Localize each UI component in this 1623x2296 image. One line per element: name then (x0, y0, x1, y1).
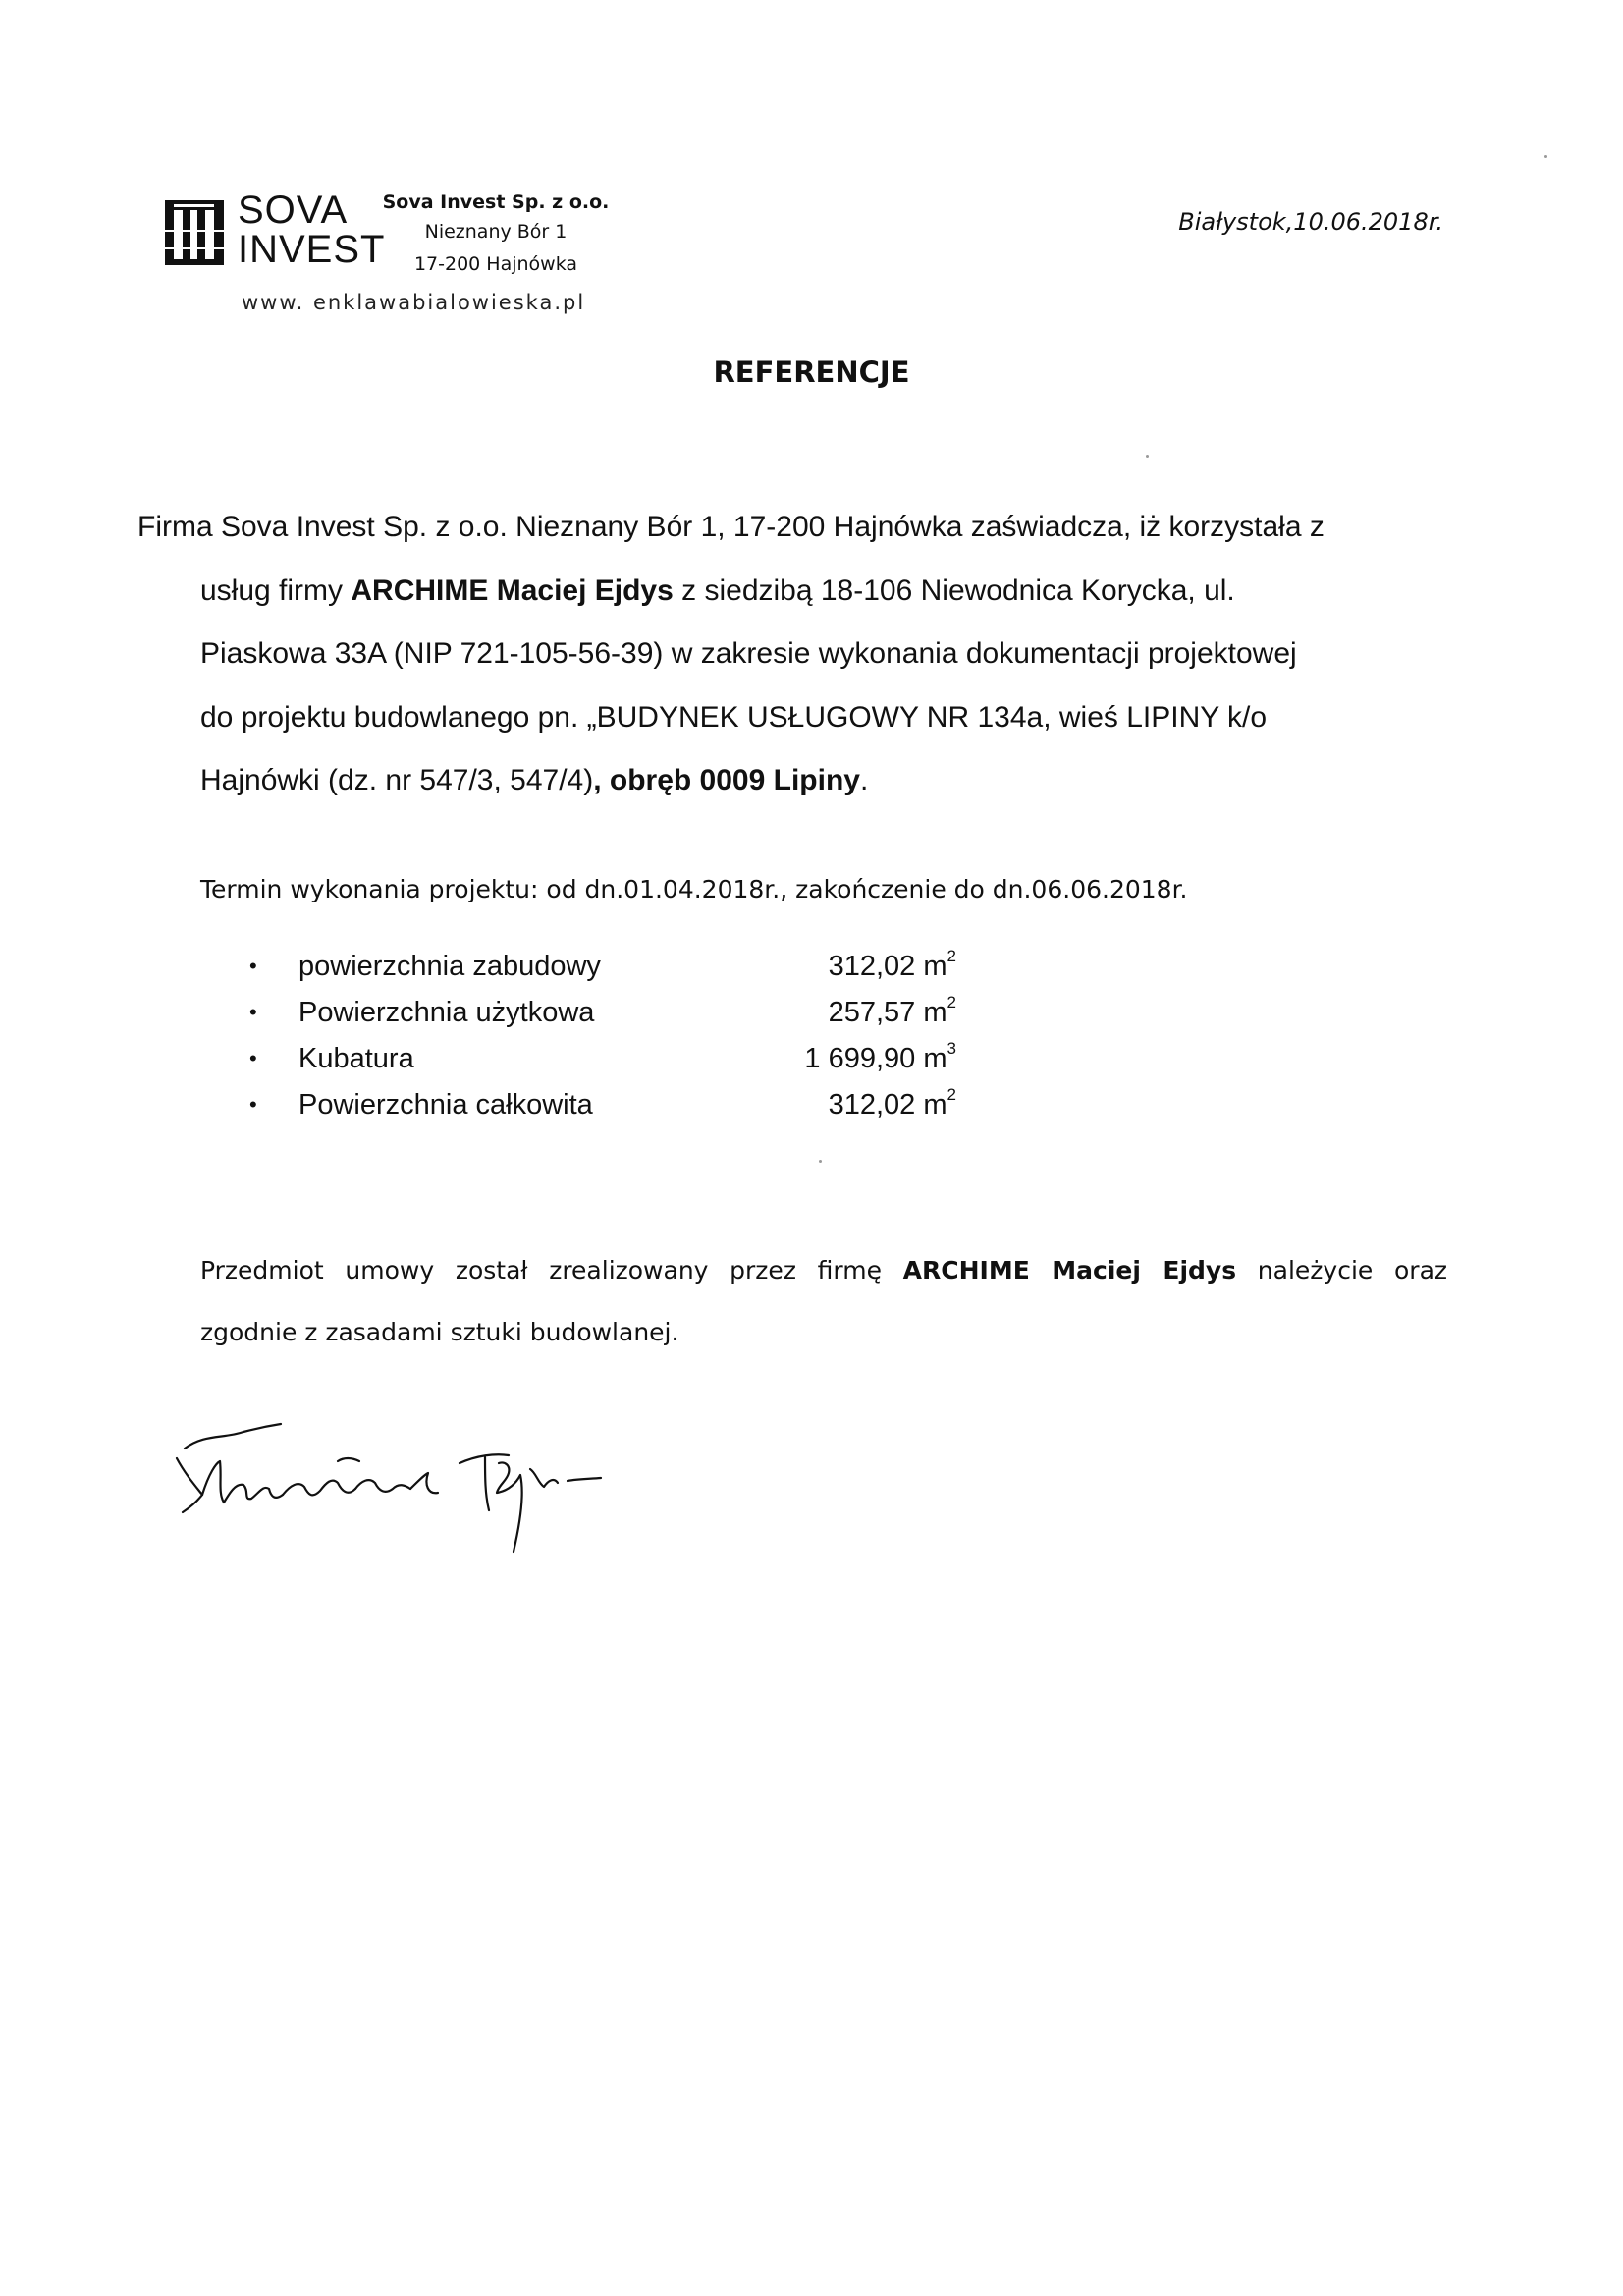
paragraph-line: Piaskowa 33A (NIP 721-105-56-39) w zakresie wykonania dokumentacji projektowej (200, 637, 1297, 670)
scan-speck (819, 1160, 822, 1163)
value-text: 312,02 m (828, 1089, 947, 1121)
paragraph-line (200, 1239, 1447, 1301)
unit-exponent: 2 (947, 993, 956, 1011)
bullet-icon: • (249, 1000, 257, 1024)
scan-speck (1146, 455, 1149, 458)
parameter-value (721, 946, 956, 987)
logo-text-sova: SOVA (238, 189, 349, 232)
scan-speck (1544, 155, 1547, 158)
list-item (249, 1084, 956, 1130)
parameter-value (721, 1084, 956, 1125)
value-text: 312,02 m (828, 951, 947, 982)
project-term: Termin wykonania projektu: od dn.01.04.2018r., zakończenie do dn.06.06.2018r. (200, 875, 1188, 903)
company-website: www. enklawabialowieska.pl (242, 291, 586, 314)
sova-invest-logo (165, 189, 391, 271)
list-item (249, 992, 956, 1038)
unit-exponent: 3 (947, 1039, 956, 1058)
paragraph-line: zgodnie z zasadami sztuki budowlanej. (200, 1318, 679, 1346)
bullet-icon: • (249, 954, 257, 978)
value-text: 1 699,90 m (804, 1043, 947, 1074)
paragraph-text: . (859, 764, 869, 796)
document-title: REFERENCJE (713, 355, 910, 389)
contractor-name: ARCHIME Maciej Ejdys (902, 1256, 1237, 1285)
value-text: 257,57 m (828, 997, 947, 1028)
parameter-label: powierzchnia zabudowy (298, 951, 601, 982)
closing-paragraph (200, 1239, 1447, 1363)
company-city: 17-200 Hajnówka (413, 253, 578, 275)
paragraph-text: z siedzibą 18-106 Niewodnica Korycka, ul. (673, 574, 1235, 607)
logo-mark-icon (165, 200, 224, 265)
unit-exponent: 2 (947, 1085, 956, 1104)
paragraph-line: Firma Sova Invest Sp. z o.o. Nieznany Bór 1, 17-200 Hajnówka zaświadcza, iż korzystała z (137, 511, 1325, 543)
contractor-name: ARCHIME Maciej Ejdys (351, 574, 674, 607)
bullet-icon: • (249, 1046, 257, 1070)
list-item (249, 946, 956, 992)
paragraph-text: należycie oraz (1236, 1256, 1448, 1285)
parameter-label: Powierzchnia użytkowa (298, 997, 595, 1028)
paragraph-text: Przedmiot umowy został zrealizowany przez firmę (200, 1256, 903, 1285)
paragraph-line: do projektu budowlanego pn. „BUDYNEK USŁUGOWY NR 134a, wieś LIPINY k/o (200, 700, 1268, 734)
reference-paragraph (137, 496, 1443, 813)
bullet-icon: • (249, 1092, 257, 1117)
parameter-label: Powierzchnia całkowita (298, 1089, 593, 1121)
paragraph-text: usług firmy (200, 574, 352, 607)
paragraph-text: Hajnówki (dz. nr 547/3, 547/4) (200, 764, 594, 796)
parameter-value (721, 992, 956, 1033)
company-name: Sova Invest Sp. z o.o. (382, 191, 610, 213)
list-item (249, 1038, 956, 1084)
parameter-value (721, 1038, 956, 1079)
parameter-label: Kubatura (298, 1043, 414, 1074)
company-address-block (373, 189, 619, 281)
unit-exponent: 2 (947, 947, 956, 965)
paragraph-line (137, 749, 1443, 813)
document-date: Białystok,10.06.2018r. (1178, 208, 1443, 236)
company-street: Nieznany Bór 1 (424, 221, 568, 243)
precinct-name: , obręb 0009 Lipiny (593, 764, 860, 796)
paragraph-line (137, 560, 1443, 624)
handwritten-signature (165, 1404, 666, 1561)
logo-text-invest: INVEST (238, 228, 386, 271)
project-parameters-list (249, 946, 956, 1130)
